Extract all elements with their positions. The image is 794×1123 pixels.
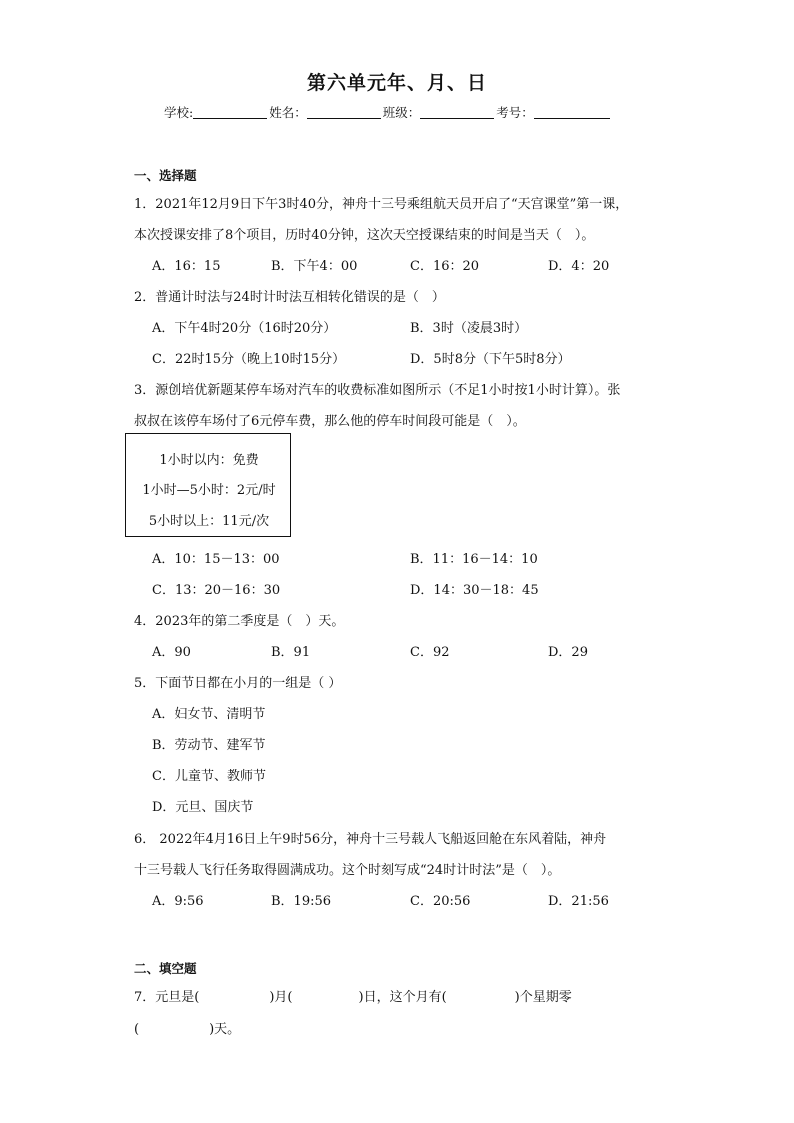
parking-fee-table (125, 433, 291, 537)
q6-option-c[interactable]: C．20:56 (410, 894, 471, 909)
class-blank[interactable] (420, 104, 494, 119)
q5-option-a[interactable]: A．妇女节、清明节 (152, 707, 266, 722)
q7-text-3: )日，这个月有( (358, 990, 447, 1005)
q2-option-d[interactable]: D．5时8分（下午5时8分） (410, 352, 571, 367)
question-1-line-2: 本次授课安排了8个项目，历时40分钟，这次天空授课结束的时间是当天（ ）。 (134, 228, 595, 243)
question-1-line-1: 1．2021年12月9日下午3时40分，神舟十三号乘组航天员开启了“天宫课堂”第一课， (134, 197, 629, 212)
question-3-line-2: 叔叔在该停车场付了6元停车费，那么他的停车时间段可能是（ ）。 (134, 414, 526, 429)
q6-option-a[interactable]: A．9:56 (152, 894, 204, 909)
student-info-row (164, 103, 612, 121)
section-fill: 二、填空题 (134, 961, 197, 976)
q2-option-a[interactable]: A．下午4时20分（16时20分） (152, 321, 337, 336)
question-7-line-1 (134, 986, 572, 1005)
q5-option-c[interactable]: C．儿童节、教师节 (152, 769, 266, 784)
q4-option-a[interactable]: A．90 (152, 645, 191, 660)
fee-rule-2: 1小时—5小时：2元/时 (142, 483, 276, 498)
q4-option-b[interactable]: B．91 (271, 645, 311, 660)
q4-option-d[interactable]: D．29 (548, 645, 588, 660)
q7-text-4: )个星期零 (514, 990, 572, 1005)
name-label: 姓名： (269, 105, 307, 120)
q7-text-5: ( (134, 1022, 140, 1037)
section-choice: 一、选择题 (134, 168, 197, 183)
question-3-line-1: 3．源创培优新题某停车场对汽车的收费标准如图所示（不足1小时按1小时计算）。张 (134, 383, 621, 398)
q1-option-a[interactable]: A．16：15 (152, 259, 221, 274)
q3-option-d[interactable]: D．14：30－18：45 (410, 583, 539, 598)
q1-option-b[interactable]: B．下午4：00 (271, 259, 358, 274)
id-label: 考号： (496, 105, 534, 120)
q6-option-d[interactable]: D．21:56 (548, 894, 609, 909)
school-blank[interactable] (193, 104, 267, 119)
q6-option-b[interactable]: B．19:56 (271, 894, 332, 909)
q7-text-6: )天。 (209, 1022, 241, 1037)
question-7-line-2 (134, 1018, 240, 1037)
q5-option-d[interactable]: D．元旦、国庆节 (152, 800, 254, 815)
question-4-line-1: 4．2023年的第二季度是（ ）天。 (134, 614, 345, 629)
fee-rule-1: 1小时以内：免费 (159, 453, 259, 468)
q3-option-b[interactable]: B．11：16－14：10 (410, 552, 538, 567)
question-5-line-1: 5．下面节日都在小月的一组是（ ） (134, 676, 342, 691)
q1-option-c[interactable]: C．16：20 (410, 259, 480, 274)
q4-option-c[interactable]: C．92 (410, 645, 450, 660)
question-6-line-1: 6． 2022年4月16日上午9时56分，神舟十三号载人飞船返回舱在东风着陆，神舟 (134, 832, 607, 847)
question-6-line-2: 十三号载人飞行任务取得圆满成功。这个时刻写成“24时计时法”是（ ）。 (134, 863, 561, 878)
class-label: 班级： (382, 105, 421, 120)
id-blank[interactable] (534, 104, 610, 119)
q3-option-c[interactable]: C．13：20－16：30 (152, 583, 281, 598)
fee-rule-3: 5小时以上：11元/次 (148, 514, 270, 529)
q2-option-c[interactable]: C．22时15分（晚上10时15分） (152, 352, 346, 367)
name-blank[interactable] (307, 104, 381, 119)
q7-text-1: 7．元旦是( (134, 990, 200, 1005)
q3-option-a[interactable]: A．10：15－13：00 (152, 552, 280, 567)
q7-text-2: )月( (269, 990, 293, 1005)
question-2-line-1: 2．普通计时法与24时计时法互相转化错误的是（ ） (134, 290, 445, 305)
school-label: 学校: (164, 105, 194, 120)
page-title: 第六单元年、月、日 (306, 72, 487, 94)
q1-option-d[interactable]: D．4：20 (548, 259, 610, 274)
q5-option-b[interactable]: B．劳动节、建军节 (152, 738, 266, 753)
q2-option-b[interactable]: B．3时（凌晨3时） (410, 321, 528, 336)
